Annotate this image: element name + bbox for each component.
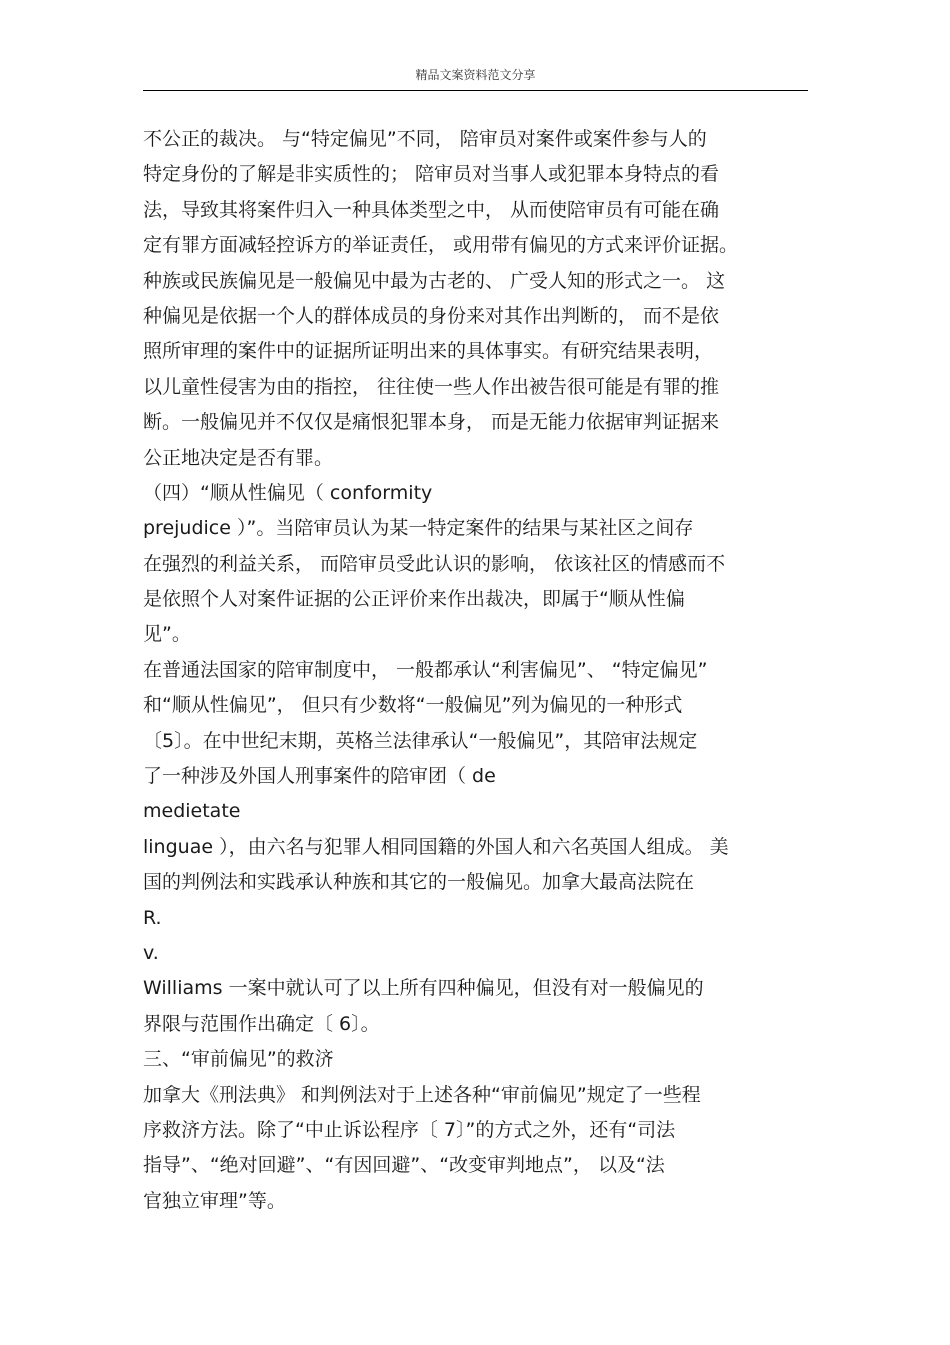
text-line: R. (143, 906, 162, 929)
text-line: 断。一般偏见并不仅仅是痛恨犯罪本身， 而是无能力依据审判证据来 (143, 411, 720, 434)
text-line: 官独立审理”等。 (143, 1189, 286, 1212)
text-line: 指导”、“绝对回避”、“有因回避”、“改变审判地点”， 以及“法 (143, 1154, 665, 1177)
text-line: Williams 一案中就认可了以上所有四种偏见，但没有对一般偏见的 (143, 977, 704, 1000)
text-line: 照所审理的案件中的证据所证明出来的具体事实。有研究结果表明， (143, 340, 714, 363)
text-line: 特定身份的了解是非实质性的； 陪审员对当事人或犯罪本身特点的看 (143, 163, 720, 186)
text-line: 界限与范围作出确定〔 6〕。 (143, 1012, 380, 1035)
section-heading: （四）“顺从性偏见（ conformity (143, 481, 433, 504)
text-line: 和“顺从性偏见”， 但只有少数将“一般偏见”列为偏见的一种形式 (143, 694, 683, 717)
text-line: 在强烈的利益关系， 而陪审员受此认识的影响， 依该社区的情感而不 (143, 552, 726, 575)
document-body (143, 122, 813, 1219)
text-line: 是依照个人对案件证据的公正评价来作出裁决，即属于“顺从性偏 (143, 588, 685, 611)
text-line: 种族或民族偏见是一般偏见中最为古老的、 广受人知的形式之一。 这 (143, 269, 726, 292)
text-line: 了一种涉及外国人刑事案件的陪审团（ de (143, 765, 496, 788)
text-line: 加拿大《刑法典》 和判例法对于上述各种“审前偏见”规定了一些程 (143, 1083, 701, 1106)
text-line: 不公正的裁决。 与“特定偏见”不同， 陪审员对案件或案件参与人的 (143, 128, 707, 150)
text-line: 序救济方法。除了“中止诉讼程序〔 7〕”的方式之外，还有“司法 (143, 1118, 676, 1141)
text-line: 〔5〕。在中世纪末期，英格兰法律承认“一般偏见”，其陪审法规定 (143, 729, 698, 752)
section-heading: 三、“审前偏见”的救济 (143, 1048, 334, 1071)
text-line: linguae ），由六名与犯罪人相同国籍的外国人和六名英国人组成。 美 (143, 835, 729, 858)
text-line: 定有罪方面减轻控诉方的举证责任， 或用带有偏见的方式来评价证据。 (143, 234, 739, 257)
text-line: 以儿童性侵害为由的指控， 往往使一些人作出被告很可能是有罪的推 (143, 375, 720, 398)
text-line: 在普通法国家的陪审制度中， 一般都承认“利害偏见”、 “特定偏见” (143, 658, 708, 681)
text-line: 法，导致其将案件归入一种具体类型之中， 从而使陪审员有可能在确 (143, 198, 720, 221)
text-line: v. (143, 941, 159, 964)
text-line: 见”。 (143, 623, 191, 646)
text-line: prejudice ）”。当陪审员认为某一特定案件的结果与某社区之间存 (143, 517, 694, 540)
text-line: 国的判例法和实践承认种族和其它的一般偏见。加拿大最高法院在 (143, 871, 695, 894)
text-line: 种偏见是依据一个人的群体成员的身份来对其作出判断的， 而不是依 (143, 304, 720, 327)
text-line: 公正地决定是否有罪。 (143, 446, 334, 469)
header-divider (143, 90, 808, 91)
page-header: 精品文案资料范文分享 (415, 68, 536, 82)
text-line: medietate (143, 800, 241, 823)
